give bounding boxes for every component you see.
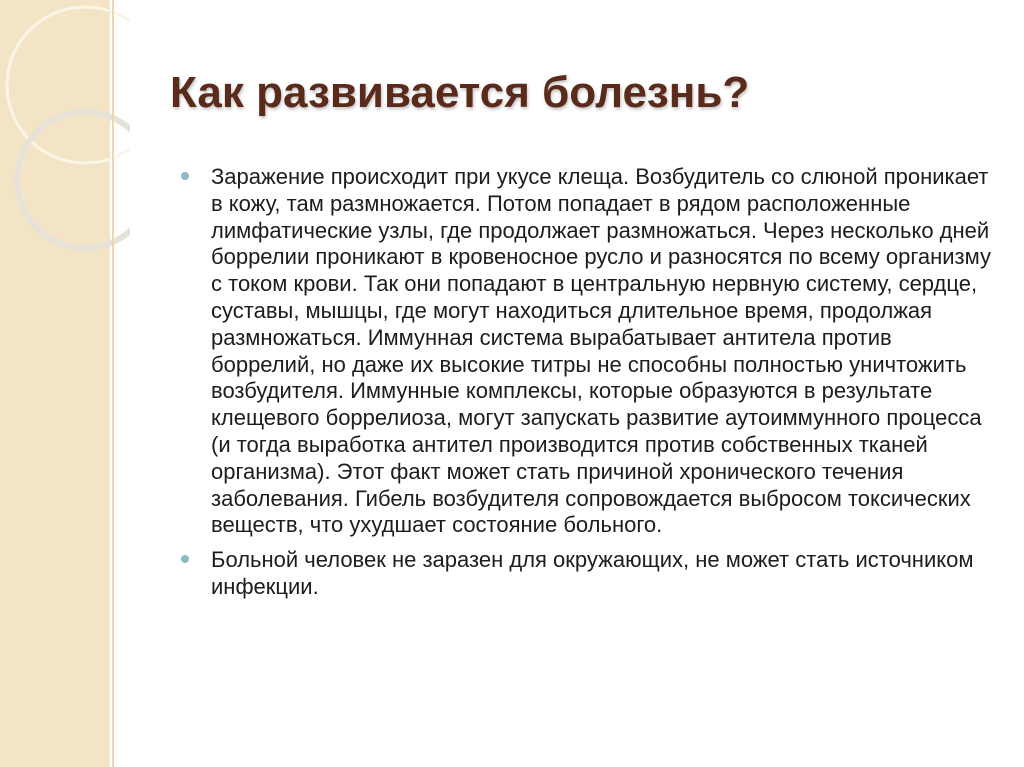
slide-title: Как развивается болезнь? (170, 68, 750, 117)
bullet-list (183, 164, 993, 609)
decorative-circles (0, 0, 130, 767)
bullet-dot-icon (181, 555, 189, 563)
divider-line (112, 0, 114, 767)
bullet-text: Заражение происходит при укусе клеща. Возбудитель со слюной проникает в кожу, там размножается. Потом попадает в рядом расположенные лимфатические узлы, где продолжает размножаться. Через несколько дней боррелии проникают в кровеносное русло и разносятся по всему организму с током крови. Так они попадают в центральную нервную систему, сердце, суставы, мышцы, где могут находиться длительное время, продолжая размножаться. Иммунная система вырабатывает антитела против боррелий, но даже их высокие титры не способны полностью уничтожить возбудителя. Иммунные комплексы, которые образуются в результате клещевого боррелиоза, могут запускать развитие аутоиммунного процесса (и тогда выработка антител производится против собственных тканей организма). Этот факт может стать причиной хронического течения заболевания. Гибель возбудителя сопровождается выбросом токсических веществ, что ухудшает состояние больного. (211, 164, 992, 538)
bullet-item (183, 164, 993, 539)
bullet-text: Больной человек не заразен для окружающих, не может стать источником инфекции. (211, 547, 974, 599)
bullet-item (183, 547, 993, 601)
bullet-dot-icon (181, 172, 189, 180)
